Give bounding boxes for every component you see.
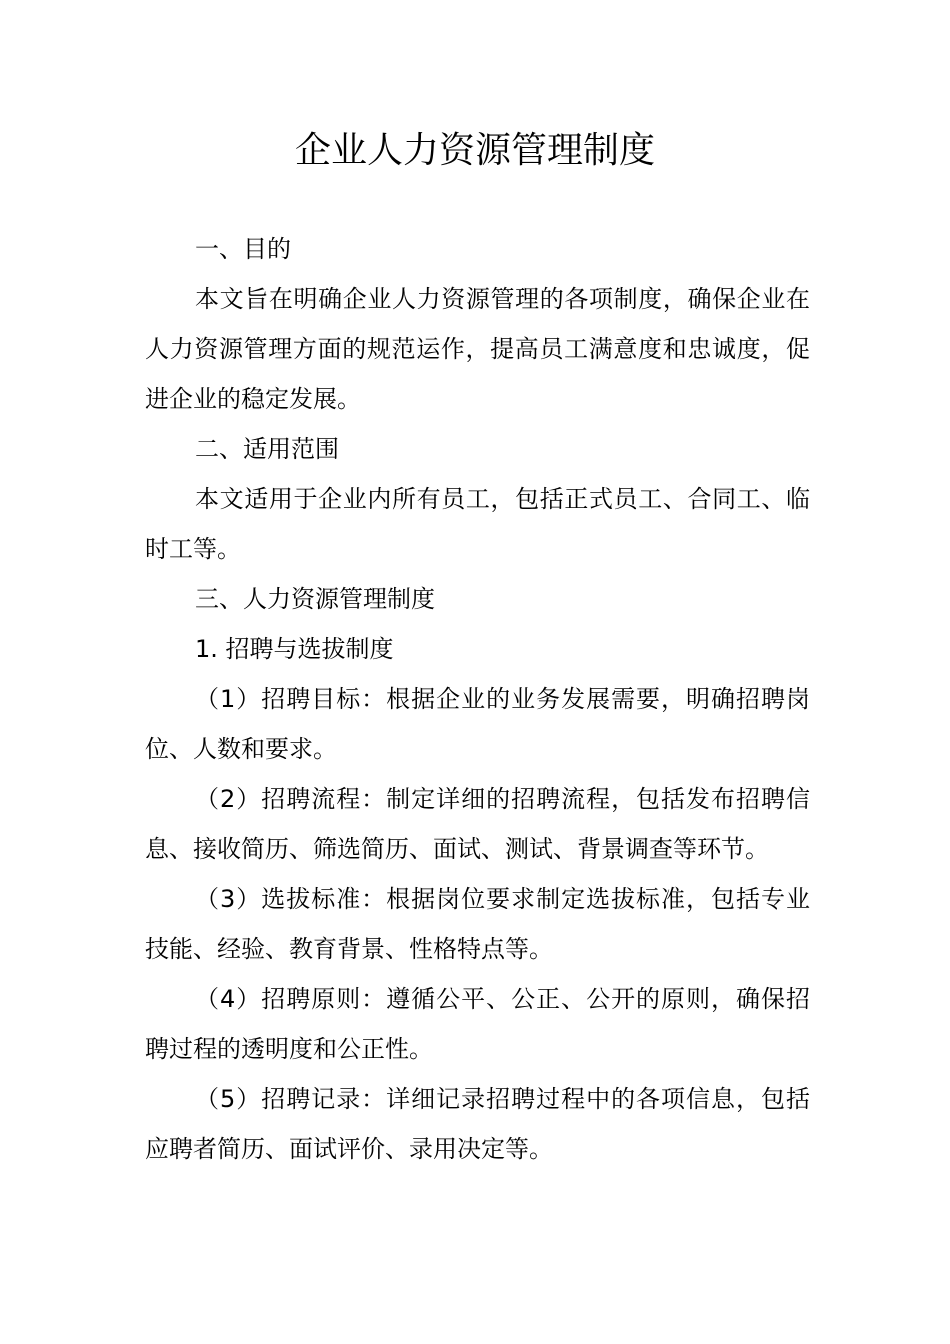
paragraph-scope: 本文适用于企业内所有员工，包括正式员工、合同工、临时工等。 bbox=[145, 485, 810, 563]
item-recruitment-records: （5）招聘记录：详细记录招聘过程中的各项信息，包括应聘者简历、面试评价、录用决定等。 bbox=[145, 1085, 810, 1163]
item-recruitment-goal: （1）招聘目标：根据企业的业务发展需要，明确招聘岗位、人数和要求。 bbox=[145, 685, 810, 763]
section-heading-scope: 二、适用范围 bbox=[195, 435, 339, 463]
section-heading-hr-system: 三、人力资源管理制度 bbox=[195, 585, 435, 613]
subsection-heading-recruitment: 1. 招聘与选拔制度 bbox=[195, 635, 394, 663]
item-recruitment-process: （2）招聘流程：制定详细的招聘流程，包括发布招聘信息、接收简历、筛选简历、面试、测试、背景调查等环节。 bbox=[145, 785, 810, 863]
document-body bbox=[145, 224, 810, 1174]
item-recruitment-principles: （4）招聘原则：遵循公平、公正、公开的原则，确保招聘过程的透明度和公正性。 bbox=[145, 985, 810, 1063]
item-selection-criteria: （3）选拔标准：根据岗位要求制定选拔标准，包括专业技能、经验、教育背景、性格特点等。 bbox=[145, 885, 810, 963]
section-heading-purpose: 一、目的 bbox=[195, 235, 291, 263]
document-title: 企业人力资源管理制度 bbox=[294, 130, 655, 171]
paragraph-purpose: 本文旨在明确企业人力资源管理的各项制度，确保企业在人力资源管理方面的规范运作，提高员工满意度和忠诚度，促进企业的稳定发展。 bbox=[145, 285, 810, 413]
